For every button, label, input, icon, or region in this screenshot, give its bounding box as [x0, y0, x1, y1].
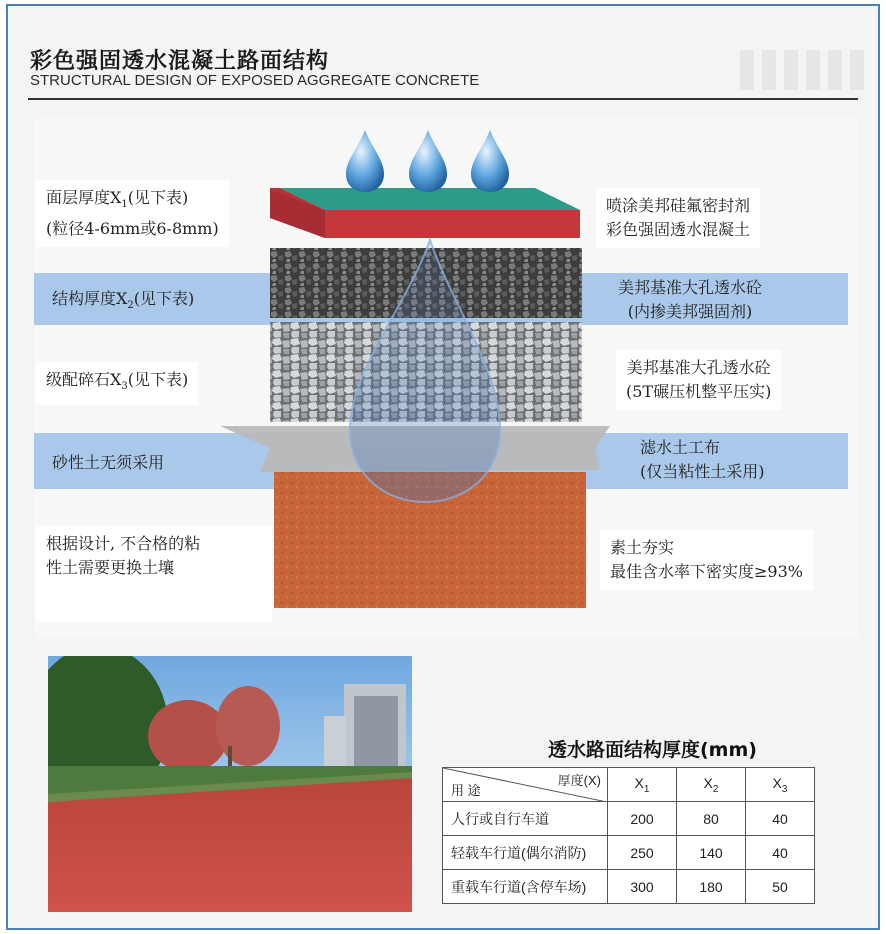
- gravel-right-label: 美邦基准大孔透水砼 (5T碾压机整平压实): [616, 350, 781, 410]
- pavement-photo: [48, 656, 412, 912]
- water-drop-icon: [346, 130, 509, 192]
- title-divider: [28, 98, 858, 100]
- corner-bottom-label: 用 途: [451, 783, 481, 798]
- structure-right-label: 美邦基准大孔透水砼 (内掺美邦强固剂): [618, 278, 763, 321]
- table-row: 重载车行道(含停车场) 300 180 50: [443, 870, 815, 904]
- gravel-left-label: 级配碎石$X_3$(见下表): [36, 362, 198, 405]
- header-x2: $X_2$: [677, 768, 746, 802]
- soil-right-label: 素土夯实 最佳含水率下密实度≥93%: [600, 530, 813, 590]
- header-x1: $X_1$: [608, 768, 677, 802]
- geotextile-left-label: 砂性土无须采用: [52, 453, 165, 472]
- table-corner-cell: [443, 768, 608, 802]
- corner-top-label: 厚度(X): [557, 773, 601, 788]
- soil-left-label: 根据设计, 不合格的粘 性土需要更换土壤: [36, 526, 272, 622]
- surface-right-label: 喷涂美邦硅氟密封剂 彩色强固透水混凝土: [596, 188, 760, 248]
- table-title: 透水路面结构厚度(mm): [548, 739, 757, 761]
- surface-left-label: 面层厚度$X_1$(见下表) (粒径4-6mm或6-8mm): [36, 180, 229, 247]
- title-decoration: [740, 10, 880, 90]
- table-row: 人行或自行车道 200 80 40: [443, 802, 815, 836]
- header-x3: $X_3$: [746, 768, 815, 802]
- page-title: 彩色强固透水混凝土路面结构: [30, 49, 330, 74]
- page-subtitle: STRUCTURAL DESIGN OF EXPOSED AGGREGATE CONCRETE: [30, 72, 480, 89]
- structure-left-label: 结构厚度$X_2$(见下表): [52, 289, 195, 312]
- thickness-table: [442, 767, 815, 904]
- geotextile-right-label: 滤水土工布 (仅当粘性土采用): [640, 438, 765, 481]
- table-row: 轻载车行道(偶尔消防) 250 140 40: [443, 836, 815, 870]
